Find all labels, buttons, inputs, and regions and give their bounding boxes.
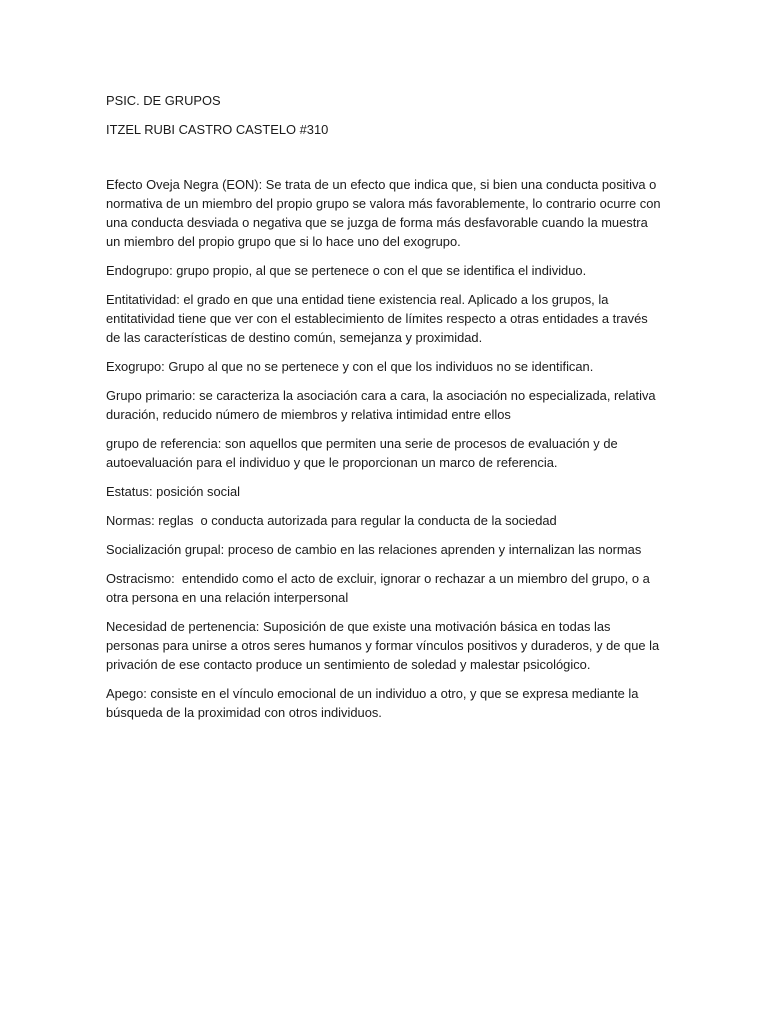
paragraph-apego: Apego: consiste en el vínculo emocional de un individuo a otro, y que se expresa mediante la búsqueda de la proximidad con otros individuos. <box>106 686 643 720</box>
paragraph-endogrupo: Endogrupo: grupo propio, al que se pertenece o con el que se identifica el individuo. <box>106 263 587 278</box>
paragraph-ostracismo: Ostracismo: entendido como el acto de excluir, ignorar o rechazar a un miembro del grupo, o a otra persona en una relación interpersonal <box>106 571 654 605</box>
author-line: ITZEL RUBI CASTRO CASTELO #310 <box>106 122 329 137</box>
paragraph-grupo-de-referencia: grupo de referencia: son aquellos que permiten una serie de procesos de evaluación y de autoevaluación para el individuo y que le proporcionan un marco de referencia. <box>106 436 622 470</box>
course-title: PSIC. DE GRUPOS <box>106 93 221 108</box>
paragraph-normas: Normas: reglas o conducta autorizada para regular la conducta de la sociedad <box>106 513 557 528</box>
paragraph-efecto-oveja-negra: Efecto Oveja Negra (EON): Se trata de un efecto que indica que, si bien una conducta positiva o normativa de un miembro del propio grupo se valora más favorablemente, lo contrario ocurre con una conducta desviada o negativa que se juzga de forma más desfavorable cuando la muestra un miembro del propio grupo que si lo hace uno del exogrupo. <box>106 177 665 249</box>
paragraph-grupo-primario: Grupo primario: se caracteriza la asociación cara a cara, la asociación no especializada, relativa duración, reducido número de miembros y relativa intimidad entre ellos <box>106 388 660 422</box>
paragraph-necesidad-de-pertenencia: Necesidad de pertenencia: Suposición de que existe una motivación básica en todas las personas para unirse a otros seres humanos y formar vínculos positivos y duraderos, y de que la privación de ese contacto produce un sentimiento de soledad y malestar psicológico. <box>106 619 663 672</box>
paragraph-socializacion-grupal: Socialización grupal: proceso de cambio en las relaciones aprenden y internalizan las normas <box>106 542 642 557</box>
paragraph-exogrupo: Exogrupo: Grupo al que no se pertenece y con el que los individuos no se identifican. <box>106 359 594 374</box>
paragraph-entitatividad: Entitatividad: el grado en que una entidad tiene existencia real. Aplicado a los grupos, la entitatividad tiene que ver con el establecimiento de límites respecto a otras entidades a través de las características de destino común, semejanza y proximidad. <box>106 292 652 345</box>
paragraph-estatus: Estatus: posición social <box>106 484 240 499</box>
